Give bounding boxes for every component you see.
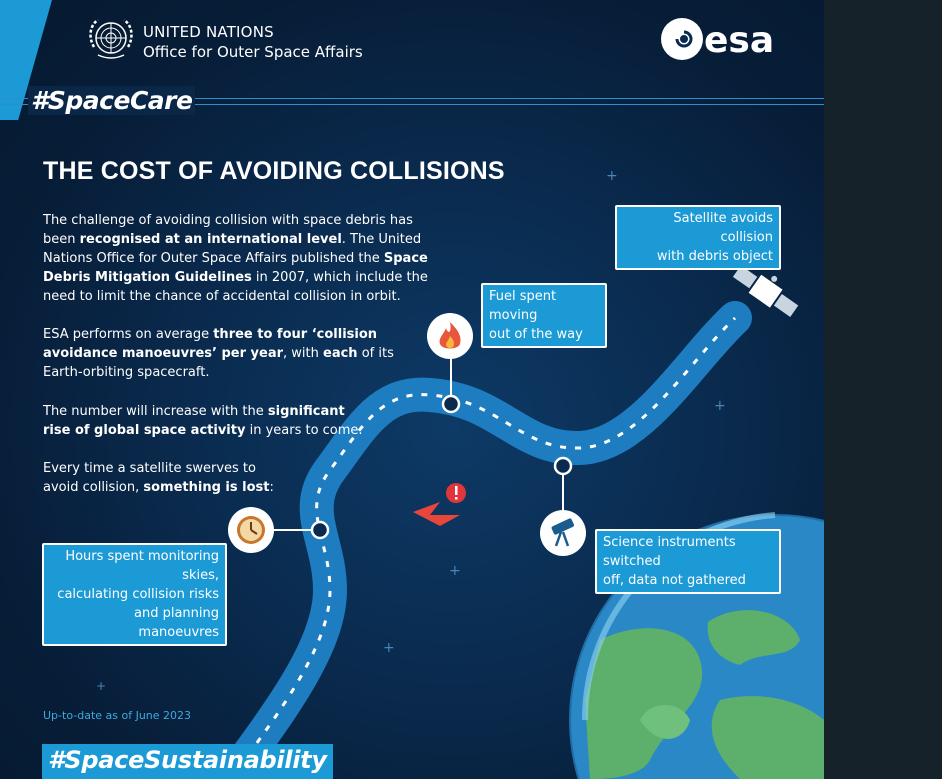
paragraph-something-lost: [43, 459, 293, 497]
hashtag-spacecare: #SpaceCare: [28, 86, 195, 115]
paragraph-bold: each: [323, 346, 358, 361]
callout-text: Fuel spent moving: [489, 289, 557, 323]
telescope-icon: [540, 510, 586, 556]
paragraph-bold: three to four ‘collision avoidance manoeuvres’ per year: [43, 327, 378, 361]
callout-science: [595, 529, 781, 594]
paragraph-text: in years to come.: [245, 423, 363, 438]
callout-hours: [42, 543, 227, 646]
side-background: [824, 0, 942, 779]
paragraph-text: The challenge of avoiding collision with space debris has been: [43, 213, 413, 247]
callout-text: calculating collision risks: [57, 587, 219, 602]
date-note: Up-to-date as of June 2023: [43, 709, 192, 722]
hashtag-spacesustainability: #SpaceSustainability: [42, 744, 333, 779]
paragraph-manoeuvres: [43, 325, 423, 382]
warning-icon: [446, 483, 466, 503]
paragraph-text: , with: [283, 346, 324, 361]
svg-text:+: +: [96, 679, 107, 693]
callout-satellite: [615, 205, 781, 270]
path-node: [312, 522, 328, 538]
callout-text: and planning manoeuvres: [133, 606, 219, 640]
paragraph-text: ESA performs on average: [43, 327, 214, 342]
esa-logo-text: esa: [704, 20, 775, 61]
paragraph-international: [43, 211, 443, 306]
paragraph-text: of its Earth-orbiting spacecraft.: [43, 346, 394, 380]
paragraph-text: Every time a satellite swerves to avoid collision,: [43, 461, 256, 495]
paragraph-bold: something is lost: [143, 480, 270, 495]
callout-text: off, data not gathered: [603, 573, 746, 588]
paragraph-bold: recognised at an international level: [79, 232, 342, 247]
callout-text: Hours spent monitoring skies,: [65, 549, 219, 583]
path-node: [443, 396, 459, 412]
paragraph-bold: Space Debris Mitigation Guidelines: [43, 251, 428, 285]
svg-text:+: +: [714, 398, 726, 414]
callout-fuel: [481, 283, 607, 348]
paragraph-text: :: [269, 480, 274, 495]
svg-text:+: +: [383, 640, 395, 656]
callout-text: out of the way: [489, 327, 583, 342]
callout-text: with debris object: [656, 249, 773, 264]
page-title: THE COST OF AVOIDING COLLISIONS: [43, 157, 505, 185]
clock-icon: [228, 507, 274, 553]
debris-icon: [413, 502, 460, 526]
paragraph-text: The number will increase with the: [43, 404, 268, 419]
callout-text: Science instruments switched: [603, 535, 736, 569]
paragraph-activity: [43, 402, 363, 440]
paragraph-bold: significant rise of global space activity: [43, 404, 345, 438]
un-subtitle: Office for Outer Space Affairs: [143, 43, 363, 61]
path-node: [555, 458, 571, 474]
callout-text: Satellite avoids collision: [673, 211, 773, 245]
paragraph-text: . The United Nations Office for Outer Space Affairs published the: [43, 232, 422, 266]
svg-text:+: +: [606, 168, 618, 184]
un-title: UNITED NATIONS: [143, 23, 274, 41]
paragraph-text: in 2007, which include the need to limit the chance of accidental collision in orbit.: [43, 270, 428, 304]
svg-text:+: +: [449, 563, 461, 579]
fire-icon: [427, 313, 473, 359]
